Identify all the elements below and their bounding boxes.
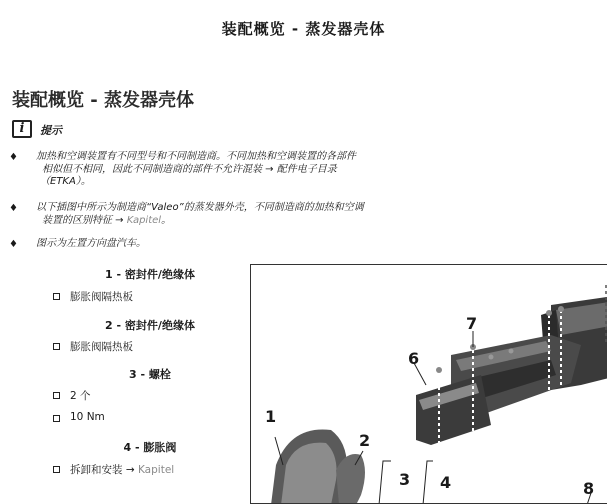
callout-1: 1 (265, 407, 277, 426)
note-bullet-2 (36, 202, 456, 227)
item-4-title: 4 - 膨胀阀 (123, 441, 177, 454)
evaporator-housing-drawing (251, 265, 607, 504)
item-2-title: 2 - 密封件/绝缘体 (105, 319, 195, 332)
note-bullet-1 (36, 151, 456, 189)
callout-7: 7 (466, 314, 478, 333)
section-title: 装配概览 - 蒸发器壳体 (12, 90, 195, 111)
callout-3: 3 (399, 470, 411, 489)
item-3-line-2: 10 Nm (70, 411, 105, 423)
kapitel-link[interactable]: Kapitel (126, 214, 162, 226)
checkbox-square-icon (53, 392, 60, 399)
note-bullet-2-line-2-end: 。 (161, 214, 172, 226)
checkbox-square-icon (53, 415, 60, 422)
item-1-title: 1 - 密封件/绝缘体 (105, 268, 195, 281)
note-bullet-2-line-1: 以下插图中所示为制造商“Valeo”的蒸发器外壳，不同制造商的加热和空调 (36, 202, 364, 213)
checkbox-square-icon (53, 466, 60, 473)
callout-4: 4 (440, 473, 452, 492)
callout-6: 6 (408, 349, 420, 368)
note-bullet-2-line-2-text: 装置的区别特征 → (42, 214, 127, 226)
item-1-line-1: 膨胀阀隔热板 (70, 291, 133, 303)
item-3-line-1: 2 个 (70, 390, 91, 402)
bullet-diamond-icon: ♦ (9, 203, 18, 214)
bullet-diamond-icon: ♦ (9, 152, 18, 163)
item-3-title: 3 - 螺栓 (129, 368, 171, 381)
callout-8: 8 (583, 479, 595, 498)
note-bullet-3: 图示为左置方向盘汽车。 (36, 238, 146, 249)
callout-2: 2 (359, 431, 371, 450)
item-4-line-1-text: 拆卸和安装 → (70, 464, 138, 476)
document-header-title: 装配概览 - 蒸发器壳体 (221, 20, 386, 38)
note-bullet-2-line-2 (36, 215, 456, 228)
checkbox-square-icon (53, 343, 60, 350)
note-bullet-1-line-3: （ETKA）。 (40, 176, 91, 187)
item-4-line-1 (70, 462, 174, 477)
info-icon: i (12, 120, 32, 138)
bullet-diamond-icon: ♦ (9, 239, 18, 250)
note-label: 提示 (40, 124, 62, 137)
checkbox-square-icon (53, 293, 60, 300)
item-2-line-1: 膨胀阀隔热板 (70, 341, 133, 353)
assembly-figure (250, 264, 607, 504)
kapitel-link[interactable]: Kapitel (137, 464, 175, 476)
note-bullet-1-line-1: 加热和空调装置有不同型号和不同制造商。不同加热和空调装置的各部件 (36, 151, 356, 162)
note-bullet-1-line-2: 相似但不相同，因此不同制造商的部件不允许混装 → 配件电子目录 (42, 163, 337, 175)
